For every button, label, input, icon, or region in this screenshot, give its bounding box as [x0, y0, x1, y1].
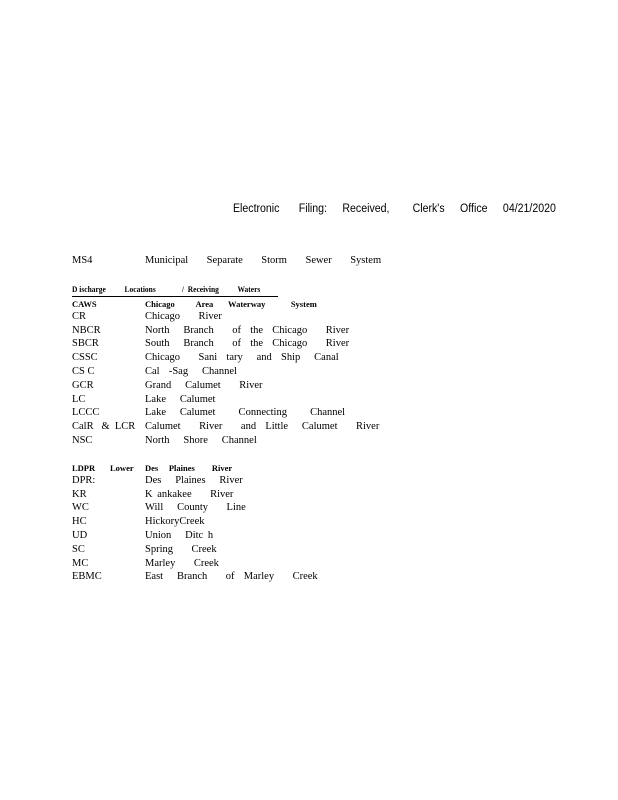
item-code: MC: [72, 557, 89, 569]
item-description: Union Ditc h: [145, 529, 214, 541]
item-code: SBCR: [72, 338, 99, 350]
item-code: WC: [72, 502, 89, 514]
ms4-row: [72, 254, 382, 268]
item-description: Lake Calumet Connecting Channel: [145, 407, 346, 419]
item-description: North Branch of the Chicago River: [145, 324, 350, 336]
item-description: South Branch of the Chicago River: [145, 338, 350, 350]
item-description: Calumet River and Little Calumet River: [145, 421, 380, 433]
item-description: Grand Calumet River: [145, 379, 263, 391]
item-code: GCR: [72, 379, 94, 391]
list-item: [72, 529, 372, 543]
caws-code: CAWS: [72, 298, 97, 309]
item-description: Chicago River: [145, 310, 222, 322]
list-item: [72, 406, 372, 420]
item-description: Chicago Sani tary and Ship Canal: [145, 352, 339, 364]
item-description: North Shore Channel: [145, 434, 257, 446]
item-code: CSSC: [72, 352, 98, 364]
section-gap: [72, 448, 372, 462]
list-item: [72, 379, 372, 393]
caws-heading: [72, 298, 372, 310]
discharge-heading: D ischarge Locations / Receiving Waters: [72, 283, 261, 294]
ldpr-code: LDPR Lower: [72, 462, 134, 473]
item-description: East Branch of Marley Creek: [145, 571, 318, 583]
list-item: [72, 501, 372, 515]
item-description: Cal -Sag Channel: [145, 365, 237, 377]
item-code: NSC: [72, 434, 93, 446]
item-code: CR: [72, 310, 87, 322]
discharge-heading-wrap: [72, 283, 278, 297]
caws-description: Chicago Area Waterway System: [145, 298, 317, 309]
list-item: [72, 557, 372, 571]
list-item: [72, 310, 372, 324]
list-item: [72, 488, 372, 502]
item-code: CS C: [72, 365, 95, 377]
ldpr-heading: [72, 462, 372, 474]
item-code: LC: [72, 393, 86, 405]
item-code: EBMC: [72, 571, 102, 583]
list-item: [72, 324, 372, 338]
list-item: [72, 570, 372, 584]
item-code: SC: [72, 543, 85, 555]
list-item: [72, 434, 372, 448]
document-body: [72, 254, 382, 584]
item-code: KR: [72, 488, 87, 500]
item-description: Will County Line: [145, 502, 246, 514]
item-code: LCCC: [72, 407, 100, 419]
list-item: [72, 393, 372, 407]
list-item: [72, 515, 372, 529]
item-description: Marley Creek: [145, 557, 219, 569]
item-code: NBCR: [72, 324, 101, 336]
list-item: [72, 337, 372, 351]
item-description: K ankakee River: [145, 488, 234, 500]
filing-stamp: Electronic Filing: Received, Clerk's Office 04/21/2020: [233, 203, 556, 215]
item-description: Des Plaines River: [145, 474, 243, 486]
ldpr-description: Des Plaines River: [145, 462, 233, 473]
list-item: [72, 420, 380, 434]
item-description: Lake Calumet: [145, 393, 216, 405]
list-item: [72, 543, 372, 557]
ms4-description: Municipal Separate Storm Sewer System: [145, 255, 382, 266]
item-code: HC: [72, 516, 87, 528]
list-item: [72, 351, 372, 365]
list-item: [72, 474, 372, 488]
item-description: HickoryCreek: [145, 516, 205, 528]
item-code: UD: [72, 529, 88, 541]
list-item: [72, 365, 372, 379]
ms4-code: MS4: [72, 255, 93, 266]
item-code: DPR:: [72, 474, 96, 486]
item-description: Spring Creek: [145, 543, 217, 555]
item-code: CalR & LCR: [72, 421, 136, 433]
